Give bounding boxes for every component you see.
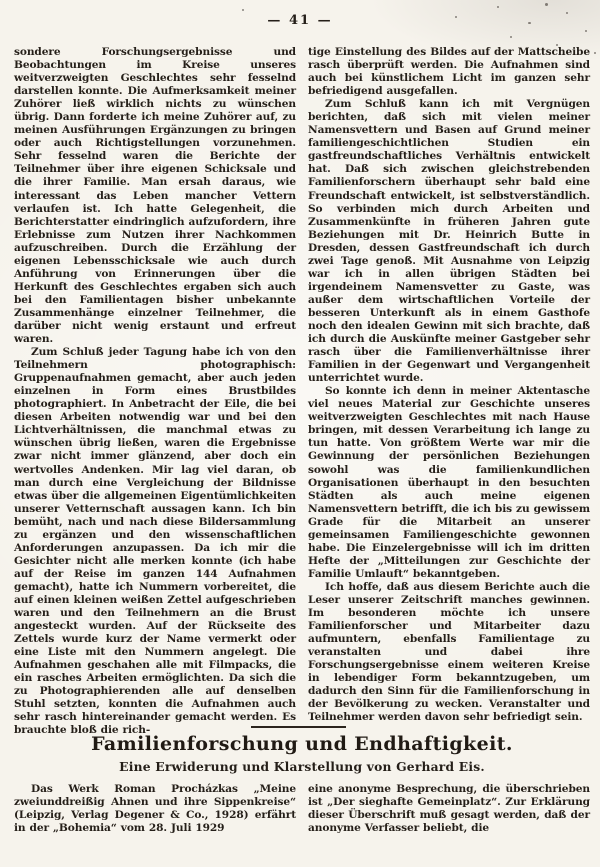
paragraph: tige Einstellung des Bildes auf der Mattscheibe rasch überprüft werden. Die Aufnahmen sind auch bei künstlichem Licht im ganzen sehr befriedigend ausgefallen. xyxy=(308,46,590,98)
page-number: — 41 — xyxy=(267,13,333,28)
section-divider-rule xyxy=(251,726,346,728)
paragraph: Zum Schluß jeder Tagung habe ich von den Teilnehmern photographisch: Gruppenaufnahmen gemacht, aber auch jeden einzelnen in Form eines Brustbildes photographiert. In Anbetracht der Eile, die bei diesen Arbeiten notwendig war und bei den Lichtverhältnissen, die manchmal etwas zu wünschen übrig ließen, waren die Ergebnisse zwar nicht immer glänzend, aber doch ein wertvolles Andenken. Mir lag viel daran, ob man durch eine Vergleichung der Bildnisse etwas über die allgemeinen Eigentümlichkeiten unserer Vetternschaft aussagen kann. Ich bin bemüht, nach und nach diese Bildersammlung zu ergänzen und den wissenschaftlichen Anforderungen anzupassen. Da ich mir die Gesichter nicht alle merken konnte (ich habe auf der Reise im ganzen 144 Aufnahmen gemacht), hatte ich Nummern vorbereitet, die auf einen kleinen weißen Zettel aufgeschrieben waren und den Teilnehmern an die Brust angesteckt wurden. Auf der Rückseite des Zettels wurde kurz der Name vermerkt oder eine Liste mit den Nummern angelegt. Die Aufnahmen geschahen alle mit Filmpacks, die ein rasches Arbeiten ermöglichten. Da sich die zu Photographierenden alle auf denselben Stuhl setzten, konnten die Aufnahmen auch sehr rasch hintereinander gemacht werden. Es brauchte bloß die rich- xyxy=(14,346,296,737)
reply-right-column xyxy=(308,783,590,835)
scan-speck xyxy=(594,52,596,54)
report-left-column xyxy=(14,46,296,737)
paragraph: eine anonyme Besprechung, die überschrieben ist „Der sieghafte Gemeinplatz“. Zur Erklärung dieser Überschrift muß gesagt werden, daß der anonyme Verfasser beliebt, die xyxy=(308,783,590,835)
article-familientag-report xyxy=(14,46,590,737)
paragraph: So konnte ich denn in meiner Aktentasche viel neues Material zur Geschichte unseres weitverzweigten Geschlechtes mit nach Hause bringen, mit dessen Verarbeitung ich lange zu tun hatte. Von größtem Werte war mir die Gewinnung der persönlichen Beziehungen sowohl was die familienkundlichen Organisationen überhaupt in den besuchten Städten als auch meine eigenen Namensvettern betrifft, die ich bis zu gewissem Grade für die Mitarbeit an unserer gemeinsamen Familiengeschichte gewonnen habe. Die Einzelergebnisse will ich im dritten Hefte der „Mitteilungen zur Geschichte der Familie Umlauft“ bekanntgeben. xyxy=(308,385,590,580)
scan-speck xyxy=(585,30,587,32)
article-title: Familienforschung und Endhaftigkeit. xyxy=(91,733,513,755)
paragraph: Zum Schluß kann ich mit Vergnügen berichten, daß sich mit vielen meiner Namensvettern und Basen auf Grund meiner familiengeschichtlichen Studien ein gastfreundschaftliches Verhältnis entwickelt hat. Daß sich zwischen gleichstrebenden Familienforschern überhaupt sehr bald eine Freundschaft entwickelt, ist selbstverständlich. So verbinden mich durch Arbeiten und Zusammenkünfte in früheren Jahren gute Beziehungen mit Dr. Heinrich Butte in Dresden, dessen Gastfreundschaft ich durch zwei Tage genoß. Mit Ausnahme von Leipzig war ich in allen übrigen Städten bei irgendeinem Namensvetter zu Gaste, was außer dem wirtschaftlichen Vorteile der besseren Unterkunft als in einem Gasthofe noch den idealen Gewinn mit sich brachte, daß ich durch die Auskünfte meiner Gastgeber sehr rasch über die Familienverhältnisse ihrer Familien in der Gegenwart und Vergangenheit unterrichtet wurde. xyxy=(308,98,590,385)
scan-speck xyxy=(242,9,244,11)
article-erwiderung xyxy=(14,733,590,835)
scan-speck xyxy=(510,36,512,38)
report-right-column xyxy=(308,46,590,737)
scan-speck xyxy=(497,6,499,8)
paragraph: sondere Forschungsergebnisse und Beobachtungen im Kreise unseres weitverzweigten Geschlechtes sehr fesselnd darstellen konnte. Die Aufmerksamkeit meiner Zuhörer ließ wirklich nichts zu wünschen übrig. Dann forderte ich meine Zuhörer auf, zu meinen Ausführungen Ergänzungen zu bringen oder auch Richtigstellungen vorzunehmen. Sehr fesselnd waren die Berichte der Teilnehmer über ihre eigenen Schicksale und die ihrer Familie. Man ersah daraus, wie interessant das Leben mancher Vettern verlaufen ist. Ich hatte Gelegenheit, die Berichterstatter eindringlich aufzufordern, ihre Erlebnisse zum Nutzen ihrer Nachkommen aufzuschreiben. Durch die Erzählung der eigenen Lebensschicksale wie auch durch Anführung von Erinnerungen über die Herkunft des Geschlechtes ergaben sich auch bei den Familientagen bisher unbekannte Zusammenhänge einzelner Teilnehmer, die darüber nicht wenig erstaunt und erfreut waren. xyxy=(14,46,296,346)
paragraph: Ich hoffe, daß aus diesem Berichte auch die Leser unserer Zeitschrift manches gewinnen. Im besonderen möchte ich unsere Familienforscher und Mitarbeiter dazu aufmuntern, ebenfalls Familientage zu veranstalten und dabei ihre Forschungsergebnisse einem weiteren Kreise in lebendiger Form bekanntzugeben, um dadurch den Sinn für die Familienforschung in der Bevölkerung zu wecken. Veranstalter und Teilnehmer werden davon sehr befriedigt sein. xyxy=(308,580,590,724)
scan-speck xyxy=(545,3,548,6)
reply-columns xyxy=(14,783,590,835)
reply-left-column xyxy=(14,783,296,835)
article-subtitle: Eine Erwiderung und Klarstellung von Gerhard Eis. xyxy=(119,759,485,774)
paragraph: Das Werk Roman Procházkas „Meine zweiunddreißig Ahnen und ihre Sippenkreise“ (Leipzig, Verlag Degener & Co., 1928) erfährt in der „Bohemia“ vom 28. Juli 1929 xyxy=(14,783,296,835)
